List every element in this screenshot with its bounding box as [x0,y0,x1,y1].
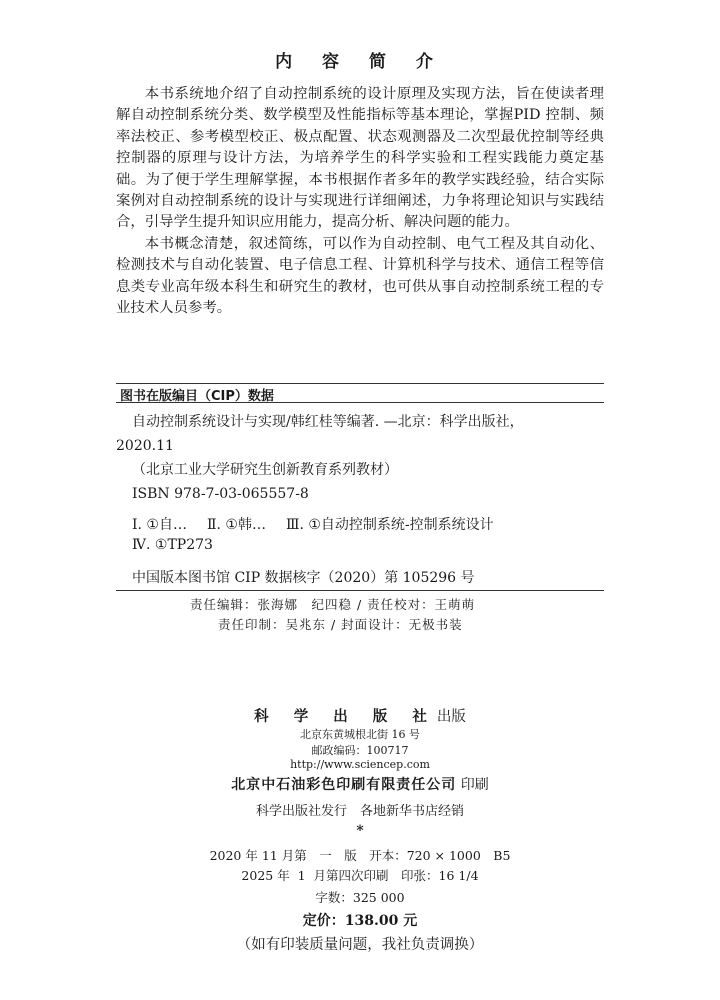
cip-heading: 图书在版编目（CIP）数据 [120,389,274,404]
printer-name: 北京中石油彩色印刷有限责任公司 [231,777,457,793]
cip-class-ii: Ⅱ. ①韩… [206,517,266,533]
cip-series-line: （北京工业大学研究生创新教育系列教材） [132,462,398,478]
printer-line [0,774,720,794]
editor-credits: 责任编辑：张海娜 纪四稳 / 责任校对：王萌萌 [190,597,476,612]
publisher-address: 北京东黄城根北街 16 号 [300,728,420,741]
cip-top-rule [116,383,604,384]
cip-class-i: Ⅰ. ①自… [132,517,187,533]
summary-paragraph-1: 本书系统地介绍了自动控制系统的设计原理及实现方法，旨在使读者理解自动控制系统分类、数学模型及性能指标等基本理论，掌握PID 控制、频率法校正、参考模型校正、极点配置、状态观测器及二次型最优控制等经典控制器的原理与设计方法，为培养学生的科学实验和工程实践能力奠定基础。为了便于学生理解掌握，本书根据作者多年的教学实践经验，结合实际案例对自动控制系统的设计与实现进行详细阐述，力争将理论知识与实践结合，引导学生提升知识应用能力，提高分析、解决问题的能力。 [116,86,604,231]
publisher-name: 科 学 出 版 社 [254,709,437,725]
publisher-line [0,705,720,726]
distribution-line: 科学出版社发行 各地新华书店经销 [255,804,464,819]
page-title: 内 容 简 介 [275,52,445,72]
publisher-suffix: 出版 [436,709,466,725]
asterisk-divider: * [356,823,364,839]
cip-class-iv: Ⅳ. ①TP273 [132,537,213,553]
summary-paragraph-2: 本书概念清楚，叙述简练，可以作为自动控制、电气工程及其自动化、检测技术与自动化装置、电子信息工程、计算机科学与技术、通信工程等信息类专业高年级本科生和研究生的教材，也可供从事自动控制系统工程的专业技术人员参考。 [116,235,604,317]
printer-suffix: 印刷 [456,777,489,793]
edition-line: 2020 年 11 月第 一 版 开本：720 × 1000 B5 [209,848,511,863]
printing-line: 2025 年 1 月第四次印刷 印张：16 1/4 [241,868,479,883]
cip-heading-rule [116,402,604,403]
production-credits: 责任印制：吴兆东 / 封面设计：无极书装 [218,617,463,632]
publisher-postcode: 邮政编码：100717 [311,744,409,757]
cip-isbn-line: ISBN 978-7-03-065557-8 [132,486,309,502]
wordcount-line: 字数：325 000 [315,890,405,905]
book-summary [116,84,604,319]
cip-class-iii: Ⅲ. ①自动控制系统-控制系统设计 [285,517,494,533]
cip-number-line: 中国版本图书馆 CIP 数据核字（2020）第 105296 号 [132,570,475,586]
publisher-url: http://www.sciencep.com [290,758,430,771]
cip-date-line: 2020.11 [116,438,174,454]
cip-classification [132,515,604,555]
price-line: 定价：138.00 元 [302,913,418,929]
cip-title-line: 自动控制系统设计与实现/韩红桂等编著. —北京：科学出版社， [132,414,524,430]
quality-note: （如有印装质量问题，我社负责调换） [236,937,484,953]
cip-bottom-rule [116,590,604,591]
